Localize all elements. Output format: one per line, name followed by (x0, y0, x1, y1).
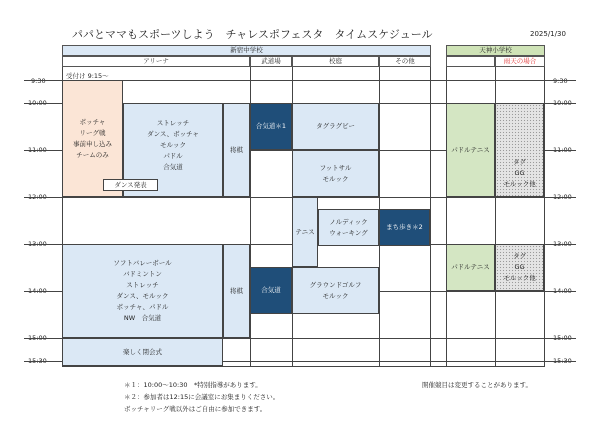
futsal-line: フットサル (319, 163, 352, 172)
time-label: 9:30 (553, 77, 568, 85)
ground-golf-line: モルック (322, 291, 349, 300)
koutei-header: 校庭 (292, 56, 379, 67)
paddle-tennis-am: パドルテニス (446, 103, 495, 197)
am-arena-line: モルック (160, 141, 186, 149)
document-date: 2025/1/30 (530, 30, 566, 38)
footnote-1: ＊１：10:00～10:30 *特別指導があります。 (124, 381, 262, 389)
budo-header: 武道場 (250, 56, 292, 67)
time-label: 10:00 (553, 99, 572, 107)
time-label: 10:00 (28, 99, 47, 107)
paddle-tennis-pm: パドルテニス (446, 244, 495, 291)
am-arena-line: 合気道 (163, 163, 183, 171)
time-label: 11:00 (28, 146, 47, 154)
time-label: 14:00 (553, 287, 572, 295)
ground-golf-block (292, 267, 379, 314)
time-label: 13:00 (28, 240, 47, 248)
time-label: 12:00 (553, 193, 572, 201)
time-label: 13:00 (553, 240, 572, 248)
sonota-header: その他 (379, 56, 431, 67)
pm-arena-line: ソフトバレーボール (113, 259, 172, 267)
tag-rugby: タグラグビー (292, 103, 379, 150)
rain-pm-line: タグ (513, 252, 526, 260)
time-label: 9:30 (31, 77, 46, 85)
boccia-line: 事前申し込み (73, 139, 112, 148)
grid-line (430, 67, 431, 367)
rain-pm-line: GG (514, 263, 525, 271)
rain-am-line: モルック他 (503, 180, 536, 188)
nordic-line: ウォーキング (329, 228, 368, 237)
footnote-4: 開催競目は変更することがあります。 (422, 381, 532, 389)
tennis: テニス (292, 197, 318, 267)
futsal-line: モルック (322, 174, 349, 183)
footnote-3: ボッチャリーグ戦以外はご自由に参加できます。 (124, 405, 267, 413)
school2-header: 天神小学校 (446, 45, 545, 56)
shogi-am: 将棋 (223, 103, 250, 197)
machi-aruki: まち歩き＊2 (379, 209, 430, 246)
ground-golf-line: グラウンドゴルフ (309, 280, 362, 289)
grid-line (544, 67, 545, 367)
futsal-block (292, 150, 379, 197)
rain-am-block (495, 103, 544, 197)
shogi-pm: 将棋 (223, 244, 250, 338)
pm-arena-line: ボッチャ、パドル (116, 303, 169, 311)
rain-am-line: タグ (513, 158, 526, 166)
school2-blank-header (446, 56, 495, 67)
nordic-walking (318, 209, 379, 246)
pm-arena-line: ストレッチ (126, 281, 159, 289)
reception-text: 受付け 9:15～ (66, 72, 109, 80)
rain-pm-line: モルック他 (503, 274, 536, 282)
pm-arena-line: ダンス、モルック (116, 292, 169, 300)
rain-pm-block (495, 244, 544, 291)
aikido-pm: 合気道 (250, 267, 292, 314)
pm-arena-line: NW 合気道 (123, 314, 162, 322)
am-arena-line: ストレッチ (156, 119, 190, 127)
aikido-am: 合気道＊1 (250, 103, 292, 150)
time-label: 15:30 (28, 357, 47, 365)
time-label: 15:00 (28, 334, 47, 342)
page-title: パパとママもスポーツしよう チャレスポフェスタ タイムスケジュール (72, 28, 433, 41)
pm-arena-block (62, 244, 223, 338)
closing-ceremony: 楽しく閉会式 (62, 338, 223, 366)
dance-performance: ダンス発表 (103, 179, 158, 191)
nordic-line: ノルディック (329, 217, 368, 226)
school1-header: 新宿中学校 (62, 45, 431, 56)
boccia-line: リーグ戦 (79, 128, 106, 137)
am-arena-line: ダンス、ボッチャ (147, 130, 199, 138)
am-arena-line: パドル (163, 152, 183, 160)
grid-line (62, 366, 545, 367)
time-label: 12:00 (28, 193, 47, 201)
time-label: 15:00 (553, 334, 572, 342)
time-label: 11:00 (553, 146, 572, 154)
time-label: 15:30 (553, 357, 572, 365)
pm-arena-line: バドミントン (123, 270, 162, 278)
footnote-2: ＊２：参加者は12:15に会議室にお集まりください。 (124, 393, 280, 401)
boccia-line: チームのみ (76, 150, 109, 159)
boccia-line: ボッチャ (79, 117, 106, 126)
rain-header: 雨天の場合 (495, 56, 545, 67)
arena-header: アリーナ (62, 56, 250, 67)
rain-am-line: GG (514, 169, 525, 177)
time-label: 14:00 (28, 287, 47, 295)
